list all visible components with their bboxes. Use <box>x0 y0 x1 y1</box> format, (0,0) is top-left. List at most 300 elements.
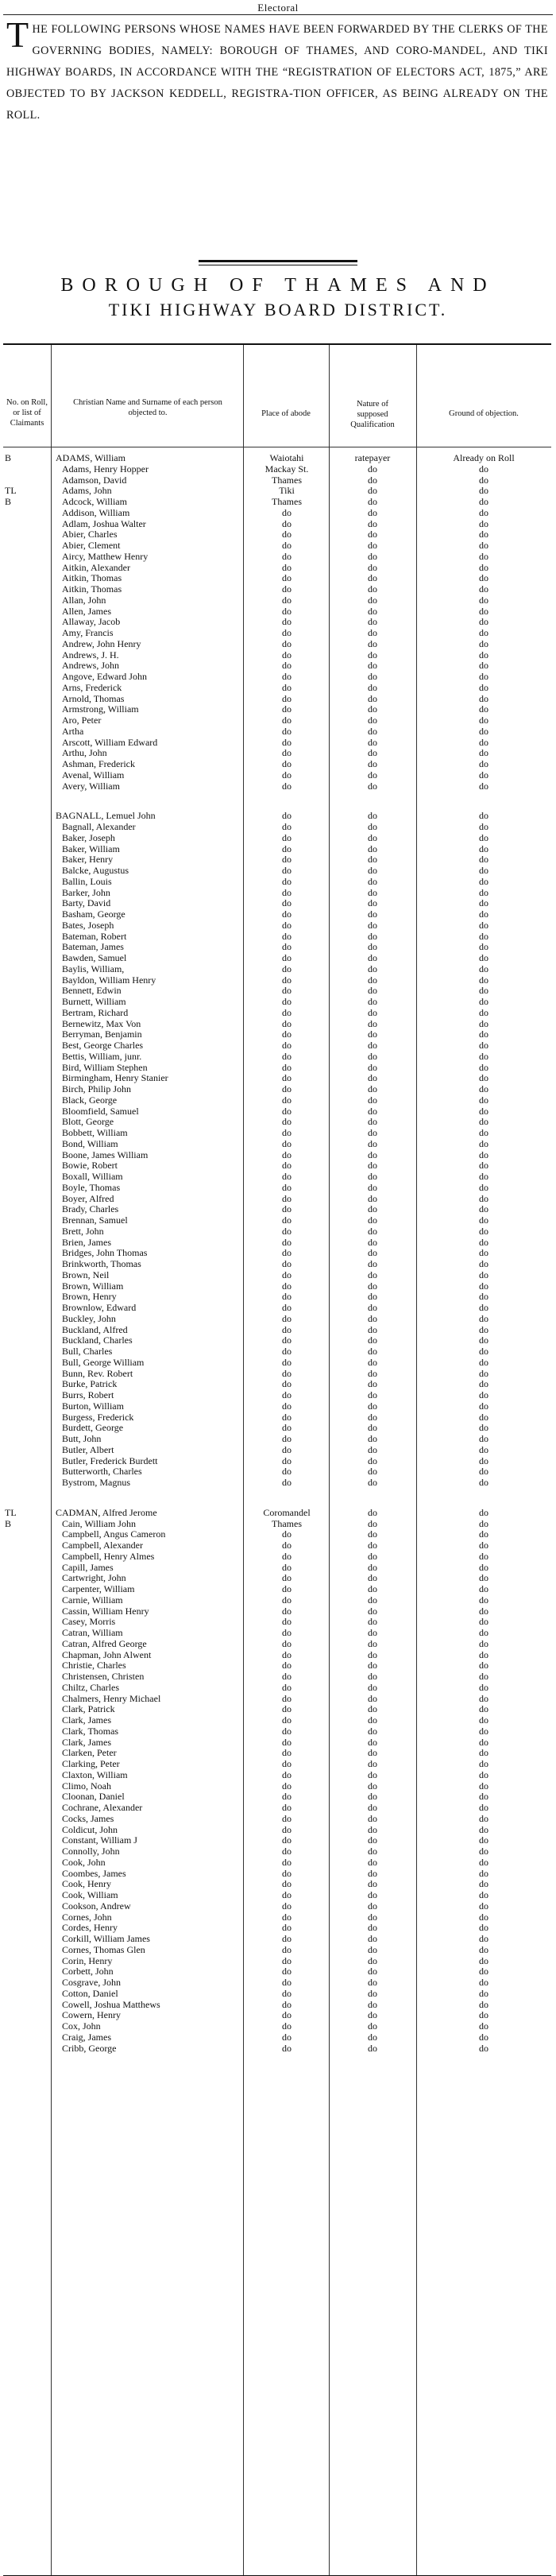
cell-place: do <box>282 736 292 748</box>
cell-ground: do <box>479 725 488 737</box>
cell-ground: do <box>479 758 488 769</box>
cell-ground: do <box>479 1466 488 1478</box>
cell-name: Bateman, James <box>62 942 124 953</box>
cell-qualification: do <box>368 1758 377 1769</box>
cell-ground: do <box>479 1269 488 1280</box>
table-row <box>3 1639 551 1650</box>
cell-place: do <box>282 810 292 822</box>
cell-qualification: do <box>368 649 377 660</box>
cell-ground: do <box>479 561 488 573</box>
cell-qualification: do <box>368 1127 377 1138</box>
cell-ground: do <box>479 1291 488 1303</box>
cell-ground: do <box>479 1127 488 1138</box>
cell-ground: do <box>479 2009 488 2021</box>
cell-qualification: do <box>368 1225 377 1237</box>
cell-ground: do <box>479 1083 488 1094</box>
cell-ground: do <box>479 1627 488 1638</box>
cell-name: Allen, James <box>62 606 111 617</box>
cell-place: do <box>282 649 292 660</box>
table-row <box>3 1704 551 1715</box>
table-row <box>3 1901 551 1912</box>
table-row <box>3 628 551 639</box>
cell-qualification: do <box>368 594 377 606</box>
cell-ground: do <box>479 941 488 953</box>
cell-name: Claxton, William <box>62 1769 128 1780</box>
table-row <box>3 464 551 475</box>
table-row <box>3 519 551 530</box>
cell-ground: do <box>479 1116 488 1128</box>
cell-ground: do <box>479 1433 488 1444</box>
table-row <box>3 942 551 953</box>
table-row <box>3 1215 551 1226</box>
cell-ground: do <box>479 1050 488 1062</box>
cell-name: Aitkin, Alexander <box>62 562 130 573</box>
cell-ground: do <box>479 1346 488 1357</box>
table-row <box>3 1825 551 1836</box>
table-row <box>3 1106 551 1118</box>
table-row <box>3 1617 551 1628</box>
table-row <box>3 781 551 792</box>
cell-ground: do <box>479 572 488 584</box>
cell-name: Clark, Patrick <box>62 1704 115 1715</box>
cell-ground: do <box>479 1028 488 1040</box>
cell-place: do <box>282 1225 292 1237</box>
cell-name: Andrews, J. H. <box>62 649 119 660</box>
cell-ground: do <box>479 1477 488 1488</box>
cell-name: Cain, William John <box>62 1518 136 1529</box>
cell-qualification: do <box>368 1878 377 1890</box>
cell-name: Chalmers, Henry Michael <box>62 1693 161 1704</box>
cell-ground: do <box>479 605 488 617</box>
cell-ground: do <box>479 1517 488 1529</box>
cell-ground: do <box>479 1443 488 1455</box>
section-subtitle: TIKI HIGHWAY BOARD DISTRICT. <box>108 300 448 320</box>
table-row <box>3 660 551 672</box>
cell-qualification: do <box>368 1443 377 1455</box>
cell-place: do <box>282 1856 292 1868</box>
cell-name: Balcke, Augustus <box>62 866 129 876</box>
cell-name: Bagnall, Alexander <box>62 822 136 832</box>
table-row <box>3 683 551 694</box>
cell-ground: do <box>479 1758 488 1769</box>
cell-ground: do <box>479 1954 488 1966</box>
table-row <box>3 2010 551 2021</box>
cell-qualification: do <box>368 996 377 1007</box>
table-row <box>3 595 551 606</box>
cell-place: do <box>282 1127 292 1138</box>
cell-qualification: do <box>368 1346 377 1357</box>
cell-ground: do <box>479 660 488 672</box>
cell-qualification: do <box>368 736 377 748</box>
cell-name: Corkill, William James <box>62 1934 150 1944</box>
objections-table <box>3 343 551 2576</box>
table-row <box>3 997 551 1008</box>
cell-name: Addison, William <box>62 507 130 518</box>
cell-place: do <box>282 963 292 974</box>
cell-qualification: do <box>368 605 377 617</box>
cell-qualification: do <box>368 1714 377 1726</box>
header-no: No. on Roll, or list of Claimants <box>6 398 48 428</box>
cell-qualification: do <box>368 1692 377 1704</box>
section-rule-thick <box>199 260 357 262</box>
cell-ground: do <box>479 1889 488 1900</box>
cell-qualification: do <box>368 529 377 540</box>
cell-name: Corin, Henry <box>62 1955 113 1966</box>
cell-name: Bobbett, William <box>62 1128 128 1138</box>
table-row <box>3 1303 551 1314</box>
cell-name: Cook, William <box>62 1890 118 1900</box>
cell-ground: do <box>479 1160 488 1172</box>
cell-place: do <box>282 540 292 551</box>
cell-place: Coromandel <box>263 1506 311 1518</box>
table-row <box>3 2000 551 2011</box>
cell-ground: do <box>479 908 488 920</box>
cell-name: Clarken, Peter <box>62 1748 117 1759</box>
cell-name: Brien, James <box>62 1237 111 1248</box>
cell-ground: do <box>479 1812 488 1824</box>
cell-place: do <box>282 1758 292 1769</box>
cell-name: Allaway, Jacob <box>62 617 121 628</box>
cell-qualification: do <box>368 1922 377 1934</box>
cell-ground: do <box>479 506 488 518</box>
cell-qualification: do <box>368 897 377 909</box>
cell-place: do <box>282 1736 292 1748</box>
cell-place: do <box>282 1291 292 1303</box>
cell-qualification: do <box>368 1302 377 1313</box>
cell-qualification: do <box>368 810 377 822</box>
cell-qualification: do <box>368 2009 377 2021</box>
table-row <box>3 844 551 855</box>
table-row <box>3 1095 551 1106</box>
cell-place: do <box>282 1725 292 1737</box>
table-row <box>3 1595 551 1606</box>
cell-place: do <box>282 1323 292 1335</box>
cell-place: do <box>282 1105 292 1117</box>
cell-name: Christie, Charles <box>62 1660 126 1671</box>
cell-place: do <box>282 1094 292 1106</box>
cell-ground: do <box>479 1856 488 1868</box>
cell-name: Cocks, James <box>62 1813 114 1824</box>
table-row <box>3 650 551 661</box>
cell-name: Bates, Joseph <box>62 920 114 931</box>
table-row <box>3 475 551 486</box>
cell-qualification: do <box>368 1605 377 1617</box>
cell-place: do <box>282 594 292 606</box>
cell-ground: do <box>479 1878 488 1890</box>
table-row <box>3 1529 551 1540</box>
cell-qualification: do <box>368 474 377 486</box>
cell-name: Bystrom, Magnus <box>62 1478 131 1488</box>
cell-place: do <box>282 2042 292 2054</box>
cell-place: do <box>282 1061 292 1073</box>
cell-name: Barker, John <box>62 887 110 898</box>
cell-qualification: do <box>368 780 377 792</box>
cell-place: do <box>282 1214 292 1226</box>
cell-place: do <box>282 1389 292 1400</box>
cell-place: do <box>282 1302 292 1313</box>
cell-name: Ballin, Louis <box>62 876 112 887</box>
section-title: BOROUGH OF THAMES AND <box>60 275 496 296</box>
table-row <box>3 770 551 781</box>
cell-place: do <box>282 843 292 854</box>
cell-qualification: do <box>368 1466 377 1478</box>
cell-place: do <box>282 930 292 942</box>
cell-name: Adams, Henry Hopper <box>62 463 149 475</box>
cell-ground: do <box>479 1977 488 1988</box>
table-row <box>3 1923 551 1934</box>
cell-place: do <box>282 1583 292 1594</box>
cell-qualification: do <box>368 1280 377 1292</box>
cell-place: do <box>282 831 292 843</box>
table-row <box>3 909 551 920</box>
cell-ground: do <box>479 1998 488 2010</box>
cell-qualification: do <box>368 1823 377 1835</box>
cell-ground: do <box>479 1236 488 1248</box>
cell-qualification: do <box>368 517 377 529</box>
cell-place: do <box>282 1703 292 1715</box>
cell-ground: do <box>479 1900 488 1912</box>
cell-ground: do <box>479 1736 488 1748</box>
table-row <box>3 552 551 563</box>
cell-qualification: do <box>368 769 377 781</box>
cell-name: Campbell, Angus Cameron <box>62 1529 166 1540</box>
cell-qualification: do <box>368 1725 377 1737</box>
cell-name: Campbell, Alexander <box>62 1540 143 1551</box>
table-row <box>3 1781 551 1792</box>
cell-name: Berryman, Benjamin <box>62 1029 142 1040</box>
table-row <box>3 1358 551 1369</box>
cell-ground: do <box>479 1389 488 1400</box>
cell-ground: do <box>479 1867 488 1879</box>
cell-ground: do <box>479 1506 488 1518</box>
cell-name: Cornes, Thomas Glen <box>62 1944 145 1955</box>
cell-place: do <box>282 919 292 931</box>
cell-ground: do <box>479 1455 488 1466</box>
cell-ground: do <box>479 1072 488 1084</box>
cell-name: Bloomfield, Samuel <box>62 1106 139 1117</box>
cell-name: Clark, James <box>62 1737 111 1748</box>
cell-ground: do <box>479 1181 488 1193</box>
cell-qualification: do <box>368 1422 377 1434</box>
cell-name: Butterworth, Charles <box>62 1466 142 1478</box>
table-row <box>3 2032 551 2043</box>
cell-place: do <box>282 1637 292 1649</box>
cell-place: do <box>282 1867 292 1879</box>
cell-name: Buckland, Charles <box>62 1335 133 1346</box>
cell-name: Cochrane, Alexander <box>62 1803 143 1813</box>
cell-place: do <box>282 1714 292 1726</box>
table-row <box>3 1606 551 1617</box>
cell-place: do <box>282 1911 292 1923</box>
cell-name: Cribb, George <box>62 2043 117 2054</box>
cell-ground: do <box>479 1214 488 1226</box>
cell-name: Coombes, James <box>62 1868 126 1879</box>
cell-ground: do <box>479 1528 488 1540</box>
cell-place: do <box>282 1878 292 1890</box>
cell-name: Brady, Charles <box>62 1204 119 1215</box>
cell-name: Brinkworth, Thomas <box>62 1259 141 1269</box>
cell-name: Black, George <box>62 1094 118 1106</box>
header-place: Place of abode <box>261 409 311 418</box>
cell-place: do <box>282 1040 292 1051</box>
cell-name: Campbell, Henry Almes <box>62 1551 155 1562</box>
cell-ground: do <box>479 681 488 693</box>
cell-name: Butler, Albert <box>62 1444 114 1455</box>
cell-qualification: do <box>368 616 377 628</box>
cell-name: Corbett, John <box>62 1966 114 1978</box>
cell-ground: do <box>479 1323 488 1335</box>
cell-qualification: do <box>368 1258 377 1269</box>
cell-place: do <box>282 627 292 638</box>
cell-roll-no: B <box>5 1517 12 1529</box>
table-row <box>3 1412 551 1424</box>
cell-name: Burnett, William <box>62 997 126 1007</box>
cell-name: Chapman, John Alwent <box>62 1649 152 1660</box>
table-row <box>3 1325 551 1336</box>
cell-name: Bateman, Robert <box>62 931 127 942</box>
table-row <box>3 1445 551 1456</box>
table-row <box>3 606 551 618</box>
cell-place: do <box>282 1411 292 1423</box>
cell-ground: do <box>479 1561 488 1573</box>
table-row <box>3 1379 551 1390</box>
cell-place: do <box>282 908 292 920</box>
cell-place: do <box>282 1747 292 1759</box>
cell-place: do <box>282 1889 292 1900</box>
cell-place: do <box>282 1247 292 1259</box>
cell-place: do <box>282 1998 292 2010</box>
table-row <box>3 1584 551 1595</box>
cell-name: Aircy, Matthew Henry <box>62 551 149 562</box>
cell-qualification: do <box>368 963 377 974</box>
cell-name: Clark, Thomas <box>62 1726 119 1737</box>
cell-place: do <box>282 1422 292 1434</box>
cell-ground: do <box>479 1247 488 1259</box>
cell-name: Cox, John <box>62 2021 101 2032</box>
table-row <box>3 1759 551 1770</box>
cell-place: do <box>282 1171 292 1182</box>
cell-place: do <box>282 1648 292 1660</box>
cell-name: Craig, James <box>62 2032 111 2043</box>
cell-ground: do <box>479 463 488 475</box>
cell-qualification: do <box>368 952 377 963</box>
cell-name: Catran, William <box>62 1628 123 1638</box>
table-row <box>3 694 551 705</box>
cell-ground: do <box>479 550 488 562</box>
table-row <box>3 1628 551 1639</box>
table-row <box>3 1748 551 1759</box>
cell-qualification: do <box>368 1017 377 1029</box>
cell-place: do <box>282 854 292 866</box>
cell-qualification: do <box>368 703 377 715</box>
cell-ground: do <box>479 1040 488 1051</box>
cell-qualification: do <box>368 1900 377 1912</box>
cell-ground: do <box>479 769 488 781</box>
cell-place: do <box>282 1367 292 1379</box>
cell-name: Brown, Neil <box>62 1269 110 1280</box>
table-row <box>3 1248 551 1259</box>
cell-place: do <box>282 692 292 704</box>
cell-ground: do <box>479 1780 488 1792</box>
table-row <box>3 854 551 866</box>
cell-place: do <box>282 2031 292 2043</box>
table-row <box>3 1423 551 1434</box>
cell-name: Cowell, Joshua Matthews <box>62 1999 160 2010</box>
cell-place: Thames <box>272 1517 302 1529</box>
cell-qualification: do <box>368 1028 377 1040</box>
table-row <box>3 1966 551 1978</box>
cell-ground: do <box>479 963 488 974</box>
cell-name: Brett, John <box>62 1226 104 1237</box>
cell-qualification: do <box>368 1572 377 1584</box>
cell-place: do <box>282 1334 292 1346</box>
cell-place: do <box>282 1561 292 1573</box>
cell-place: do <box>282 703 292 715</box>
cell-ground: do <box>479 1911 488 1923</box>
table-row <box>3 540 551 552</box>
cell-ground: do <box>479 703 488 715</box>
table-row <box>3 1519 551 1530</box>
cell-name: Basham, George <box>62 909 125 920</box>
cell-place: do <box>282 1006 292 1018</box>
table-row <box>3 1978 551 1989</box>
cell-qualification: do <box>368 1137 377 1149</box>
cell-qualification: do <box>368 1050 377 1062</box>
cell-name: BAGNALL, Lemuel John <box>56 811 156 822</box>
cell-qualification: do <box>368 1203 377 1215</box>
table-row <box>3 1792 551 1803</box>
cell-place: Mackay St. <box>264 463 309 475</box>
table-row <box>3 1540 551 1551</box>
cell-place: do <box>282 660 292 672</box>
cell-ground: do <box>479 1105 488 1117</box>
cell-place: do <box>282 1802 292 1813</box>
cell-qualification: do <box>368 572 377 584</box>
cell-name: Cook, Henry <box>62 1879 111 1890</box>
cell-name: Arscott, William Edward <box>62 737 158 748</box>
cell-place: do <box>282 941 292 953</box>
table-row <box>3 1150 551 1161</box>
cell-qualification: do <box>368 1061 377 1073</box>
cell-qualification: do <box>368 1236 377 1248</box>
cell-qualification: do <box>368 1550 377 1562</box>
table-row <box>3 975 551 986</box>
cell-ground: do <box>479 627 488 638</box>
cell-roll-no: TL <box>5 1506 17 1518</box>
cell-place: do <box>282 1834 292 1846</box>
table-row <box>3 822 551 833</box>
cell-ground: do <box>479 1411 488 1423</box>
cell-name: Clark, James <box>62 1715 111 1726</box>
cell-qualification: do <box>368 1561 377 1573</box>
cell-ground: do <box>479 985 488 997</box>
cell-ground: do <box>479 1648 488 1660</box>
cell-name: Boyle, Thomas <box>62 1182 121 1193</box>
cell-ground: do <box>479 1966 488 1978</box>
cell-ground: do <box>479 919 488 931</box>
cell-name: Bridges, John Thomas <box>62 1248 148 1259</box>
cell-name: Burdett, George <box>62 1423 124 1434</box>
cell-place: do <box>282 747 292 759</box>
table-row <box>3 1715 551 1726</box>
cell-place: do <box>282 1692 292 1704</box>
cell-qualification: do <box>368 692 377 704</box>
cell-ground: do <box>479 1834 488 1846</box>
cell-name: Climo, Noah <box>62 1780 111 1792</box>
cell-name: Andrews, John <box>62 660 119 672</box>
cell-qualification: do <box>368 1987 377 1999</box>
cell-name: Abier, Charles <box>62 529 118 540</box>
